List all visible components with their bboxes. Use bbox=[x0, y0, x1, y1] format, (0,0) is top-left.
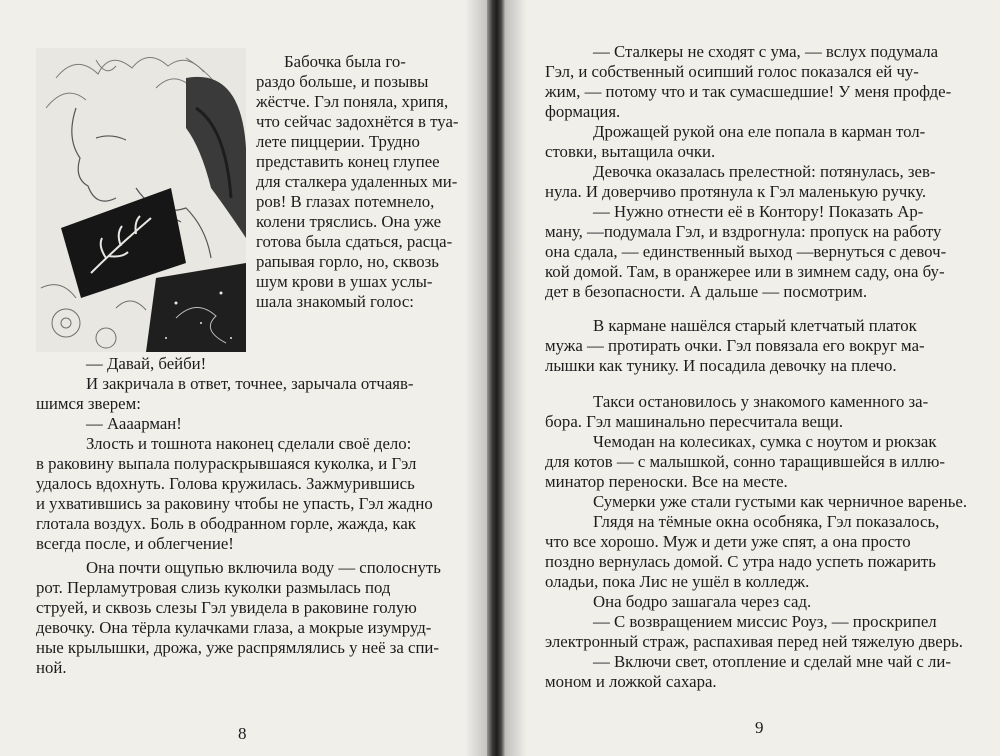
text-line: Чемодан на колесиках, сумка с ноутом и рюкзак bbox=[593, 432, 937, 451]
left-page-shadow bbox=[465, 0, 487, 756]
text-line: — Включи свет, отопление и сделай мне чай с ли- bbox=[593, 652, 951, 671]
text-line: для сталкера удаленных ми- bbox=[256, 172, 458, 191]
text-line: лете пиццерии. Трудно bbox=[256, 132, 420, 151]
text-line: струей, и сквозь слезы Гэл увидела в раковине голую bbox=[36, 598, 417, 617]
text-line: ные крылышки, дрожа, уже распрямлялись у неё за спи- bbox=[36, 638, 440, 657]
text-line: стовки, вытащила очки. bbox=[545, 142, 716, 161]
page-number: 9 bbox=[755, 718, 764, 737]
text-line: нула. И доверчиво протянула к Гэл маленькую ручку. bbox=[545, 182, 927, 201]
text-line: поздно вернулась домой. С утра надо успеть пожарить bbox=[545, 552, 936, 571]
text-line: ной. bbox=[36, 658, 67, 677]
text-line: рапывая горло, но, сквозь bbox=[256, 252, 439, 271]
text-line: — Нужно отнести её в Контору! Показать Ар- bbox=[593, 202, 924, 221]
text-line: шимся зверем: bbox=[36, 394, 141, 413]
text-line: мужа — протирать очки. Гэл повязала его вокруг ма- bbox=[545, 336, 925, 355]
text-line: шала знакомый голос: bbox=[256, 292, 414, 311]
text-line: Дрожащей рукой она еле попала в карман тол- bbox=[593, 122, 926, 141]
text-line: формация. bbox=[545, 102, 621, 121]
text-line: лышки как тунику. И посадила девочку на плечо. bbox=[545, 356, 897, 375]
text-line: шум крови в ушах услы- bbox=[256, 272, 433, 291]
chapter-illustration bbox=[36, 48, 246, 352]
text-line: колени тряслись. Она уже bbox=[256, 212, 442, 231]
left-page bbox=[0, 0, 487, 756]
text-line: раздо больше, и позывы bbox=[256, 72, 429, 91]
text-line: готова была сдаться, расца- bbox=[256, 232, 453, 251]
text-line: электронный страж, распахивая перед ней тяжелую дверь. bbox=[545, 632, 963, 651]
text-line: для котов — с малышкой, сонно таращившейся в иллю- bbox=[545, 452, 945, 471]
text-line: бора. Гэл машинально пересчитала вещи. bbox=[545, 412, 844, 431]
text-line: жим, — потому что и так сумасшедшие! У меня профде- bbox=[545, 82, 952, 101]
text-line: Сумерки уже стали густыми как черничное варенье. bbox=[593, 492, 968, 511]
page-number: 8 bbox=[238, 724, 247, 743]
text-line: Гэл, и собственный осипший голос показался ей чу- bbox=[545, 62, 919, 81]
text-line: минатор переноски. Все на месте. bbox=[545, 472, 788, 491]
text-line: глотала воздух. Боль в ободранном горле, жажда, как bbox=[36, 514, 416, 533]
text-line: моном и ложкой сахара. bbox=[545, 672, 717, 691]
text-line: всегда после, и облегчение! bbox=[36, 534, 234, 553]
text-line: ров! В глазах потемнело, bbox=[256, 192, 435, 211]
text-line: Она бодро зашагала через сад. bbox=[593, 592, 812, 611]
text-line: Злость и тошнота наконец сделали своё дело: bbox=[86, 434, 412, 453]
right-page bbox=[505, 0, 1000, 756]
right-page-shadow bbox=[505, 0, 527, 756]
text-line: что все хорошо. Муж и дети уже спят, а она просто bbox=[545, 532, 911, 551]
text-line: — Аааарман! bbox=[86, 414, 182, 433]
text-line: — С возвращением миссис Роуз, — проскрипел bbox=[593, 612, 937, 631]
text-line: она сдала, — единственный выход —вернуться с девоч- bbox=[545, 242, 947, 261]
text-line: жёстче. Гэл поняла, хрипя, bbox=[256, 92, 449, 111]
text-line: в раковину выпала полураскрывшаяся куколка, и Гэл bbox=[36, 454, 417, 473]
text-line: И закричала в ответ, точнее, зарычала отчаяв- bbox=[86, 374, 414, 393]
text-line: Девочка оказалась прелестной: потянулась, зев- bbox=[593, 162, 936, 181]
text-line: что сейчас задохнётся в туа- bbox=[256, 112, 459, 131]
book-spine bbox=[487, 0, 505, 756]
text-line: — Сталкеры не сходят с ума, — вслух подумала bbox=[593, 42, 939, 61]
text-line: удалось вдохнуть. Голова кружилась. Зажмурившись bbox=[36, 474, 415, 493]
text-line: представить конец глупее bbox=[256, 152, 440, 171]
text-line: и ухватившись за раковину чтобы не упасть, Гэл жадно bbox=[36, 494, 433, 513]
text-line: Бабочка была го- bbox=[284, 52, 406, 71]
text-line: Такси остановилось у знакомого каменного за- bbox=[593, 392, 929, 411]
text-line: Она почти ощупью включила воду — сполоснуть bbox=[86, 558, 441, 577]
text-line: ману, —подумала Гэл, и вздрогнула: пропуск на работу bbox=[545, 222, 942, 241]
text-line: кой домой. Там, в оранжерее или в зимнем саду, она бу- bbox=[545, 262, 945, 281]
text-line: дет в безопасности. А дальше — посмотрим. bbox=[545, 282, 868, 301]
text-line: В кармане нашёлся старый клетчатый платок bbox=[593, 316, 917, 335]
text-line: — Давай, бейби! bbox=[86, 354, 207, 373]
text-line: девочку. Она тёрла кулачками глаза, а мокрые изумруд- bbox=[36, 618, 432, 637]
text-line: Глядя на тёмные окна особняка, Гэл показалось, bbox=[593, 512, 940, 531]
text-line: оладьи, пока Лис не ушёл в колледж. bbox=[545, 572, 810, 591]
text-line: рот. Перламутровая слизь куколки размылась под bbox=[36, 578, 391, 597]
